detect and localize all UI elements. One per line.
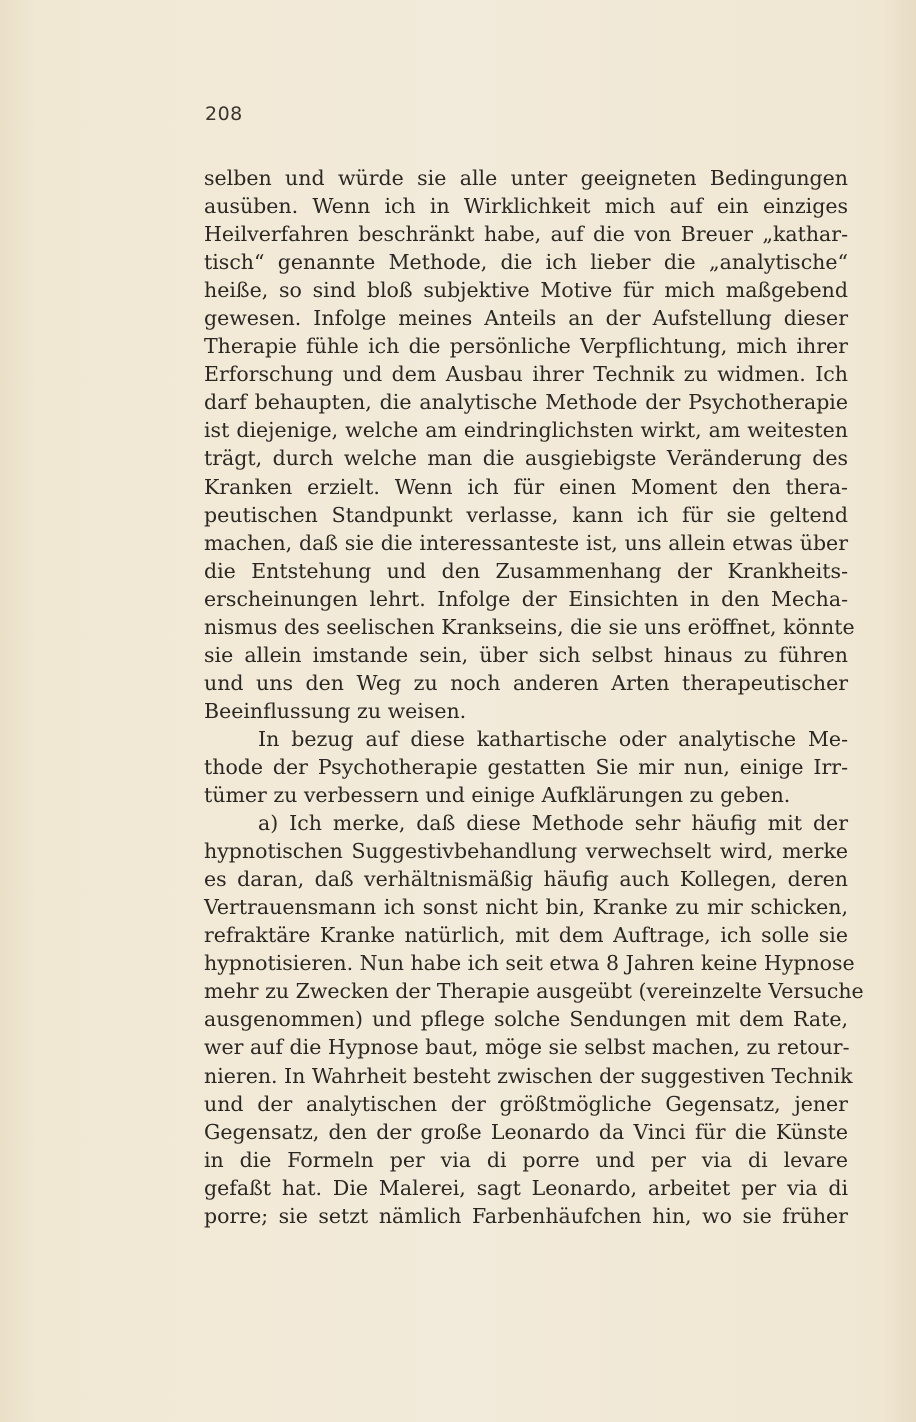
text-line: und uns den Weg zu noch anderen Arten therapeutischer xyxy=(204,670,848,695)
text-line: gewesen. Infolge meines Anteils an der Aufstellung dieser xyxy=(204,306,848,331)
text-line: hypnotischen Suggestivbehandlung verwechselt wird, merke xyxy=(204,839,848,864)
text-line: refraktäre Kranke natürlich, mit dem Auftrage, ich solle sie xyxy=(204,923,848,948)
text-line: Gegensatz, den der große Leonardo da Vinci für die Künste xyxy=(204,1119,848,1144)
text-line: es daran, daß verhältnismäßig häufig auch Kollegen, deren xyxy=(204,867,848,892)
text-line: heiße, so sind bloß subjektive Motive für mich maßgebend xyxy=(204,278,848,303)
text-line: ausüben. Wenn ich in Wirklichkeit mich auf ein einziges xyxy=(204,194,848,219)
text-line: thode der Psychotherapie gestatten Sie mir nun, einige Irr- xyxy=(204,754,848,779)
text-line: sie allein imstande sein, über sich selbst hinaus zu führen xyxy=(204,642,848,667)
text-line: in die Formeln per via di porre und per via di levare xyxy=(204,1147,848,1172)
text-line: nieren. In Wahrheit besteht zwischen der suggestiven Technik xyxy=(204,1063,853,1088)
text-line: mehr zu Zwecken der Therapie ausgeübt (vereinzelte Versuche xyxy=(204,979,864,1004)
text-line: ist diejenige, welche am eindringlichsten wirkt, am weitesten xyxy=(204,418,848,443)
text-line: erscheinungen lehrt. Infolge der Einsichten in den Mecha- xyxy=(204,586,848,611)
text-line: die Entstehung und den Zusammenhang der Krankheits- xyxy=(204,558,848,583)
text-line: In bezug auf diese kathartische oder analytische Me- xyxy=(258,726,848,751)
page-number: 208 xyxy=(205,103,243,125)
text-line: und der analytischen der größtmögliche Gegensatz, jener xyxy=(204,1091,848,1116)
text-line: Heilverfahren beschränkt habe, auf die von Breuer „kathar- xyxy=(204,222,848,247)
body-text xyxy=(204,164,864,1230)
text-line: Erforschung und dem Ausbau ihrer Technik zu widmen. Ich xyxy=(204,362,848,387)
text-line: ausgenommen) und pflege solche Sendungen mit dem Rate, xyxy=(204,1007,848,1032)
text-line: nismus des seelischen Krankseins, die sie uns eröffnet, könnte xyxy=(204,614,855,639)
text-line: peutischen Standpunkt verlasse, kann ich für sie geltend xyxy=(204,502,848,527)
text-line: Vertrauensmann ich sonst nicht bin, Kranke zu mir schicken, xyxy=(204,895,848,920)
text-line: tisch“ genannte Methode, die ich lieber die „analytische“ xyxy=(204,250,848,275)
text-line: tümer zu verbessern und einige Aufklärungen zu geben. xyxy=(204,783,791,808)
text-line: wer auf die Hypnose baut, möge sie selbst machen, zu retour- xyxy=(204,1035,850,1060)
text-line: darf behaupten, die analytische Methode der Psychotherapie xyxy=(204,390,848,415)
text-line: gefaßt hat. Die Malerei, sagt Leonardo, arbeitet per via di xyxy=(204,1175,848,1200)
text-line: trägt, durch welche man die ausgiebigste Veränderung des xyxy=(204,446,848,471)
text-line: a) Ich merke, daß diese Methode sehr häufig mit der xyxy=(258,811,848,836)
text-line: Kranken erzielt. Wenn ich für einen Moment den thera- xyxy=(204,474,848,499)
text-line: hypnotisieren. Nun habe ich seit etwa 8 Jahren keine Hypnose xyxy=(204,951,855,976)
text-line: selben und würde sie alle unter geeigneten Bedingungen xyxy=(204,166,848,190)
text-line: Therapie fühle ich die persönliche Verpflichtung, mich ihrer xyxy=(204,334,848,359)
text-line: porre; sie setzt nämlich Farbenhäufchen hin, wo sie früher xyxy=(204,1203,848,1228)
text-line: Beeinflussung zu weisen. xyxy=(204,698,467,723)
text-line: machen, daß sie die interessanteste ist, uns allein etwas über xyxy=(204,530,848,555)
